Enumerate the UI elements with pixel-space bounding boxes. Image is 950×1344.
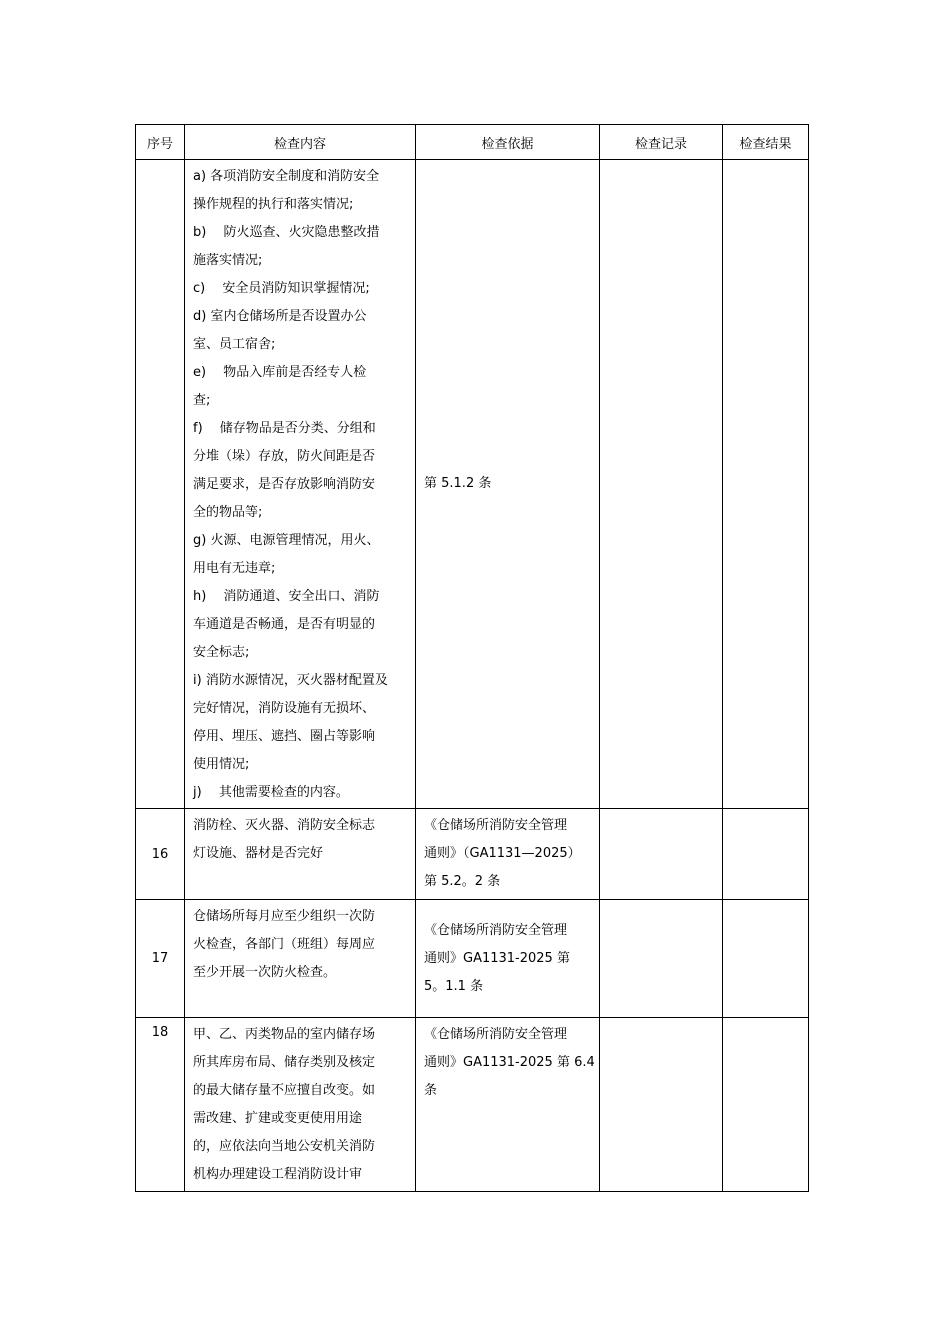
content-line: g) 火源、电源管理情况，用火、	[193, 533, 380, 548]
table-row	[136, 900, 809, 1018]
table-row	[136, 809, 809, 900]
basis-line: 第 5.1.2 条	[424, 476, 492, 491]
basis-line: 5。1.1 条	[424, 978, 484, 994]
content-line: 满足要求，是否存放影响消防安	[193, 477, 376, 492]
basis-cell	[416, 809, 600, 900]
record-cell	[600, 809, 723, 900]
result-cell	[723, 160, 809, 809]
basis-line: 第 5.2。2 条	[424, 874, 501, 889]
content-line: 至少开展一次防火检查。	[193, 965, 337, 980]
content-line: 车通道是否畅通，是否有明显的	[193, 617, 376, 632]
content-line: 分堆（垛）存放，防火间距是否	[193, 449, 376, 464]
record-cell	[600, 160, 723, 809]
record-cell	[600, 1018, 723, 1192]
table-row	[136, 160, 809, 809]
basis-line: 通则》GA1131-2025 第	[424, 950, 570, 966]
content-line: 火检查，各部门（班组）每周应	[193, 937, 376, 952]
content-line: 操作规程的执行和落实情况;	[193, 197, 354, 212]
header-row	[136, 125, 809, 160]
content-line: 施落实情况;	[193, 253, 263, 268]
content-line: a) 各项消防安全制度和消防安全	[193, 169, 380, 184]
content-line: 用电有无违章;	[193, 561, 276, 576]
content-line: h) 消防通道、安全出口、消防	[193, 589, 380, 604]
content-line: e) 物品入库前是否经专人检	[193, 365, 367, 380]
seq-cell	[136, 160, 185, 809]
content-line: 查;	[193, 393, 211, 408]
content-cell	[185, 900, 416, 1018]
basis-cell	[416, 1018, 600, 1192]
basis-cell	[416, 900, 600, 1018]
seq-cell: 17	[136, 900, 185, 1018]
content-line: c) 安全员消防知识掌握情况;	[193, 281, 370, 296]
header-result: 检查结果	[723, 125, 809, 160]
table-row	[136, 1018, 809, 1192]
basis-line: 条	[424, 1083, 438, 1098]
inspection-table	[135, 124, 809, 1192]
basis-line: 《仓储场所消防安全管理	[424, 922, 568, 938]
content-line: 室、员工宿舍;	[193, 337, 276, 352]
content-line: j) 其他需要检查的内容。	[193, 785, 349, 800]
header-record: 检查记录	[600, 125, 723, 160]
content-line: 安全标志;	[193, 645, 250, 660]
content-line: d) 室内仓储场所是否设置办公	[193, 309, 367, 324]
content-cell	[185, 1018, 416, 1192]
content-cell	[185, 809, 416, 900]
content-line: 完好情况，消防设施有无损坏、	[193, 701, 376, 716]
content-line: 甲、乙、丙类物品的室内储存场	[193, 1027, 376, 1042]
header-content: 检查内容	[185, 125, 416, 160]
content-line: b) 防火巡查、火灾隐患整改措	[193, 225, 380, 240]
header-seq: 序号	[136, 125, 185, 160]
content-cell	[185, 160, 416, 809]
content-line: 机构办理建设工程消防设计审	[193, 1167, 363, 1182]
content-line: 所其库房布局、储存类别及核定	[193, 1055, 376, 1070]
content-line: 灯设施、器材是否完好	[193, 846, 324, 861]
result-cell	[723, 809, 809, 900]
header-basis: 检查依据	[416, 125, 600, 160]
basis-line: 通则》（GA1131—2025）	[424, 846, 581, 861]
content-line: i) 消防水源情况，灭火器材配置及	[193, 673, 388, 688]
seq-cell: 18	[136, 1018, 185, 1192]
basis-cell	[416, 160, 600, 809]
result-cell	[723, 900, 809, 1018]
basis-line: 《仓储场所消防安全管理	[424, 1027, 568, 1042]
content-line: 全的物品等;	[193, 505, 263, 520]
content-line: 需改建、扩建或变更使用用途	[193, 1111, 363, 1126]
content-line: 的最大储存量不应擅自改变。如	[193, 1083, 376, 1098]
basis-line: 《仓储场所消防安全管理	[424, 818, 568, 833]
content-line: 使用情况;	[193, 757, 250, 772]
content-line: 停用、埋压、遮挡、圈占等影响	[193, 729, 376, 744]
result-cell	[723, 1018, 809, 1192]
seq-cell: 16	[136, 809, 185, 900]
content-line: 仓储场所每月应至少组织一次防	[193, 909, 376, 924]
content-line: 的，应依法向当地公安机关消防	[193, 1139, 376, 1154]
record-cell	[600, 900, 723, 1018]
content-line: f) 储存物品是否分类、分组和	[193, 421, 376, 436]
content-line: 消防栓、灭火器、消防安全标志	[193, 818, 376, 833]
basis-line: 通则》GA1131-2025 第 6.4	[424, 1055, 595, 1070]
